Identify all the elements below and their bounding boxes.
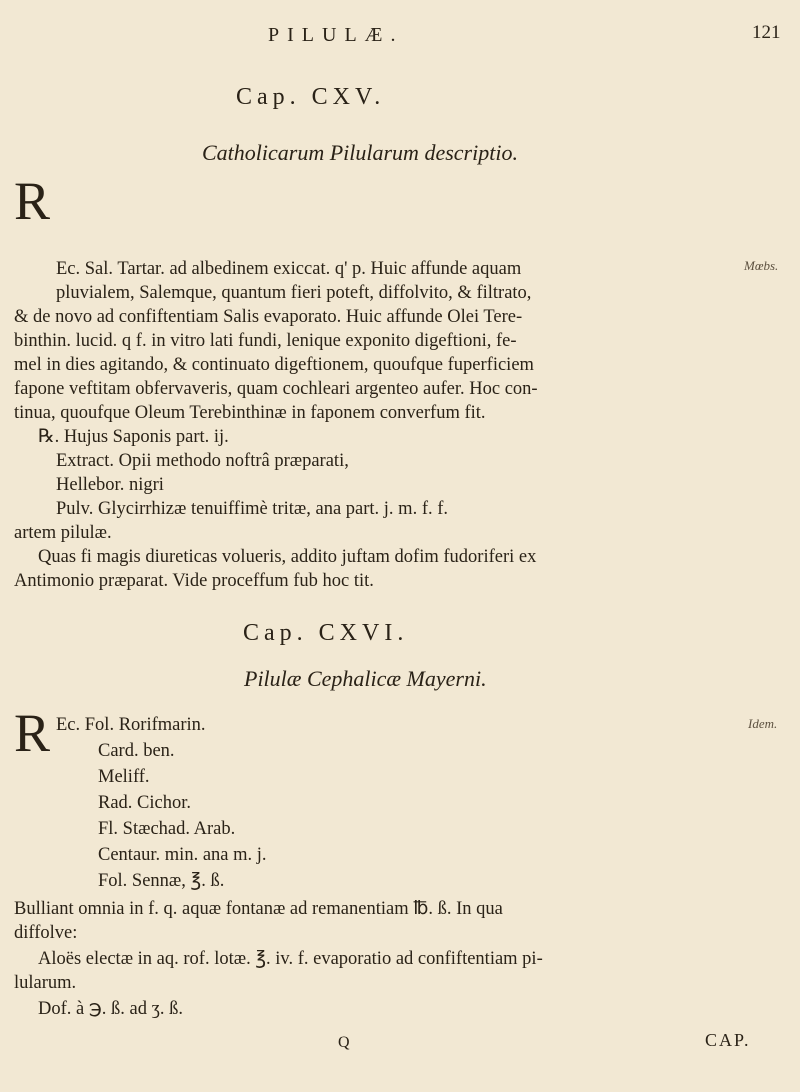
text-line: Aloës electæ in aq. rof. lotæ. ℥. iv. f. evaporatio ad confiftentiam pi- xyxy=(38,949,543,969)
margin-note: Idem. xyxy=(748,716,778,731)
text-line: artem pilulæ. xyxy=(14,523,112,543)
text-line: Extract. Opii methodo noftrâ præparati, xyxy=(56,451,349,471)
page-number: 121 xyxy=(752,22,781,43)
text-line: pluvialem, Salemque, quantum fieri poteft, diffolvito, & filtrato, xyxy=(56,283,532,303)
text-line: & de novo ad confiftentiam Salis evaporato. Huic affunde Olei Tere- xyxy=(14,307,523,327)
chapter-heading: Cap. CXV. xyxy=(236,84,386,110)
text-line: Hellebor. nigri xyxy=(56,475,164,495)
text-line: Pulv. Glycirrhizæ tenuiffimè tritæ, ana part. j. m. f. f. xyxy=(56,499,449,519)
text-line: Dof. à ℈. ß. ad ʒ. ß. xyxy=(38,999,183,1019)
chapter-subtitle: Catholicarum Pilularum descriptio. xyxy=(202,140,518,165)
text-line: Fl. Stæchad. Arab. xyxy=(98,819,236,839)
text-line: tinua, quoufque Oleum Terebinthinæ in faponem converfum fit. xyxy=(14,403,486,423)
text-line: Fol. Sennæ, ℥. ß. xyxy=(98,871,225,891)
text-line: lularum. xyxy=(14,973,77,993)
text-line: Antimonio præparat. Vide proceffum fub hoc tit. xyxy=(14,571,374,591)
chapter-heading: Cap. CXVI. xyxy=(243,620,409,646)
text-line: binthin. lucid. q f. in vitro lati fundi, lenique exponito digeftioni, fe- xyxy=(14,331,517,351)
text-line: Ec. Sal. Tartar. ad albedinem exiccat. q' p. Huic affunde aquam xyxy=(56,259,522,279)
text-line: Meliff. xyxy=(98,767,150,787)
text-line: fapone veftitam obfervaveris, quam cochleari argenteo aufer. Hoc con- xyxy=(14,379,538,399)
running-title: PILULÆ. xyxy=(268,24,404,46)
text-line: Quas fi magis diureticas volueris, addito juftam dofim fudoriferi ex xyxy=(38,547,537,567)
margin-note: Mœbs. xyxy=(744,258,779,273)
text-line: Bulliant omnia in f. q. aquæ fontanæ ad remanentiam ℔. ß. In qua xyxy=(14,899,503,919)
text-line: diffolve: xyxy=(14,923,78,943)
text-line: mel in dies agitando, & continuato digeftionem, quoufque fuperficiem xyxy=(14,355,534,375)
chapter-subtitle: Pilulæ Cephalicæ Mayerni. xyxy=(244,666,487,691)
drop-initial: R xyxy=(14,171,51,231)
text-line: Ec. Fol. Rorifmarin. xyxy=(56,715,206,735)
drop-initial: R xyxy=(14,703,51,763)
text-line: ℞. Hujus Saponis part. ij. xyxy=(38,427,229,447)
text-line: Card. ben. xyxy=(98,741,175,761)
text-line: Rad. Cichor. xyxy=(98,793,192,813)
catchword: CAP. xyxy=(705,1030,751,1050)
signature-mark: Q xyxy=(338,1034,350,1051)
text-line: Centaur. min. ana m. j. xyxy=(98,845,267,865)
